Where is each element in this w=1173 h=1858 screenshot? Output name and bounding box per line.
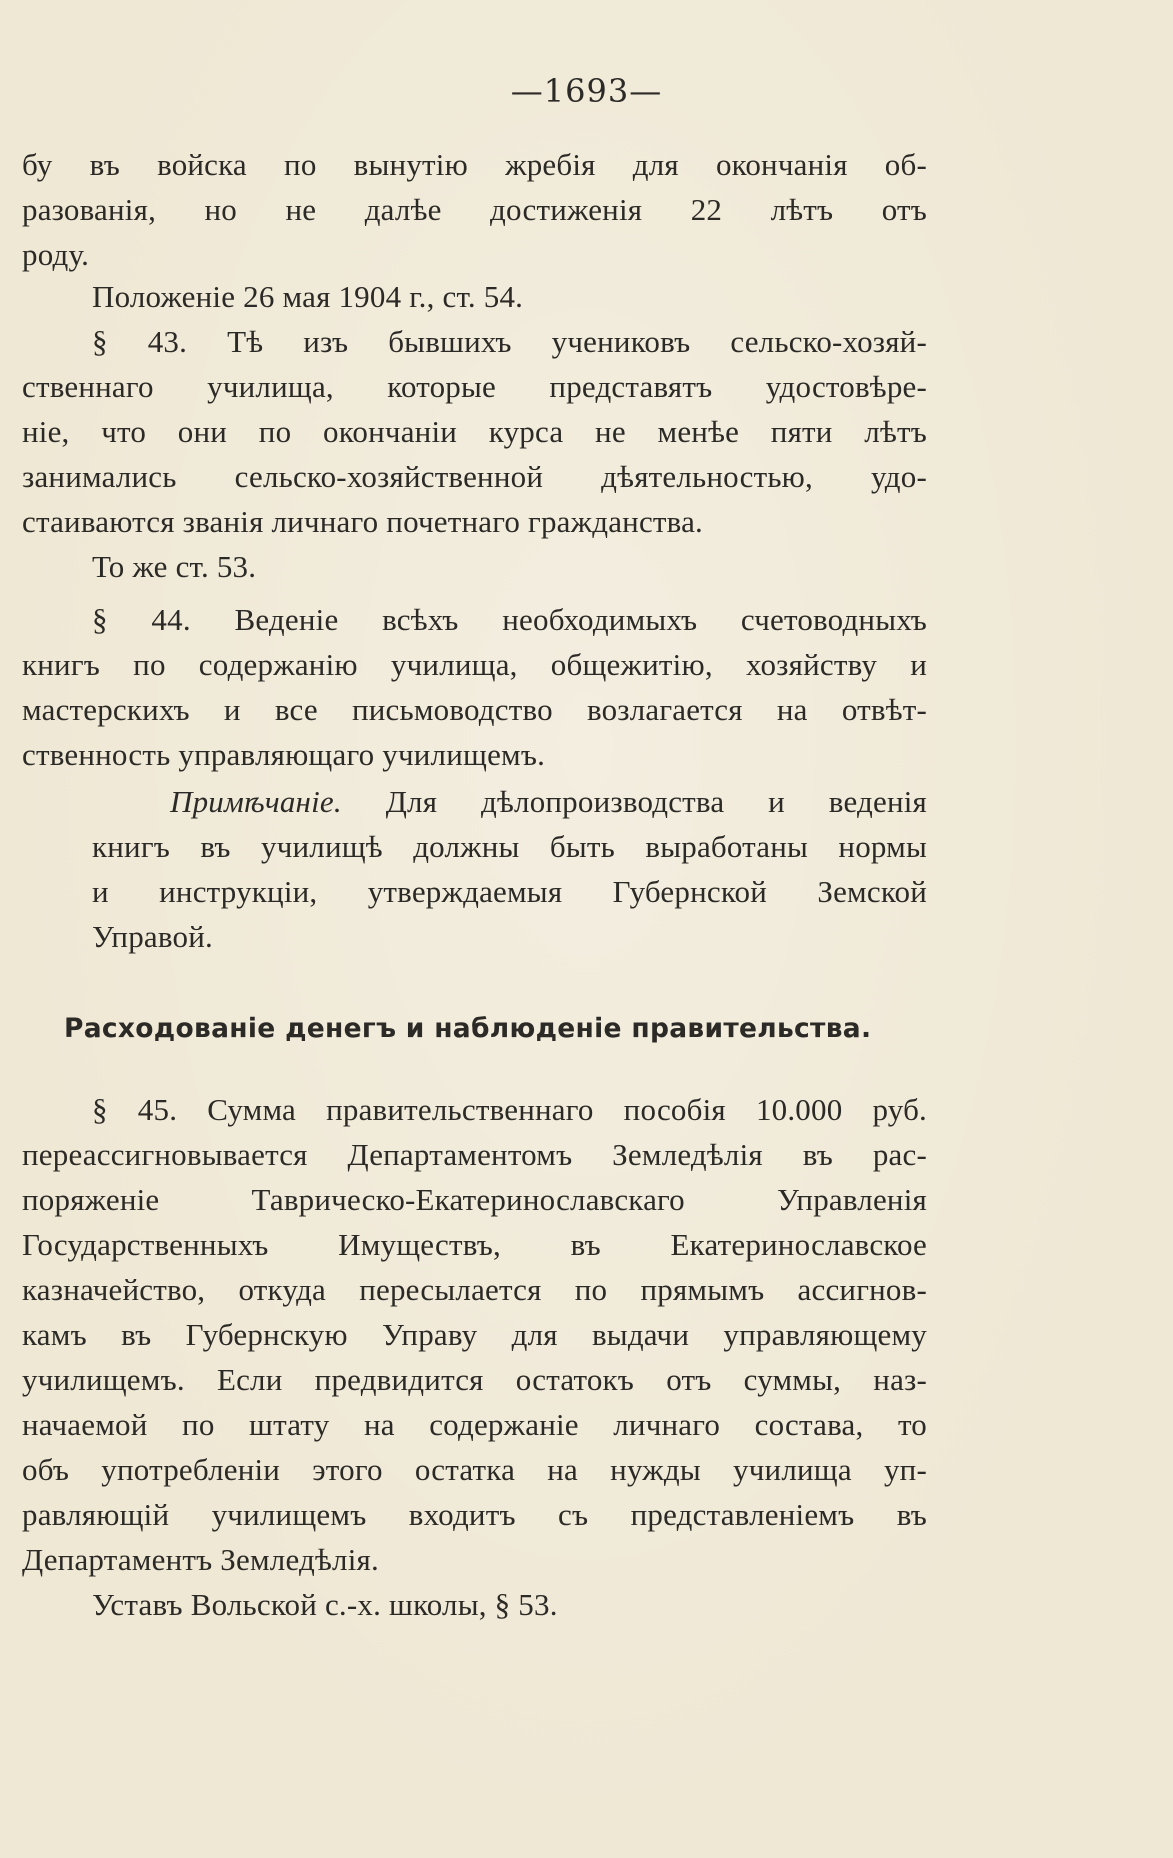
note-label: Примѣчаніе. <box>170 784 342 819</box>
text-line: разованія, но не далѣе достиженія 22 лѣтъ отъ <box>22 192 927 227</box>
text-line: мастерскихъ и все письмоводство возлагается на отвѣт- <box>22 692 927 727</box>
text-line: ственность управляющаго училищемъ. <box>22 737 546 772</box>
text-line: училищемъ. Если предвидится остатокъ отъ суммы, наз- <box>22 1362 927 1397</box>
text-line: стаиваются званія личнаго почетнаго гражданства. <box>22 504 703 539</box>
text-line: казначейство, откуда пересылается по прямымъ ассигнов- <box>22 1272 927 1307</box>
text-line: роду. <box>22 237 90 272</box>
page-number: —1693— <box>510 72 663 110</box>
note-line: книгъ въ училищѣ должны быть выработаны нормы <box>92 829 927 864</box>
section-44-start: § 44. Веденіе всѣхъ необходимыхъ счетоводныхъ <box>92 602 927 637</box>
section-45-start: § 45. Сумма правительственнаго пособія 10.000 руб. <box>92 1092 927 1127</box>
text-line: переассигновывается Департаментомъ Земледѣлія въ рас- <box>22 1137 927 1172</box>
note-line: Управой. <box>92 919 213 954</box>
text-line: ніе, что они по окончаніи курса не менѣе пяти лѣтъ <box>22 414 927 449</box>
text-line: Государственныхъ Имуществъ, въ Екатеринославское <box>22 1227 927 1262</box>
source-reference: Положеніе 26 мая 1904 г., ст. 54. <box>92 279 524 314</box>
text-line: Департаментъ Земледѣлія. <box>22 1542 379 1577</box>
text-line: занимались сельско-хозяйственной дѣятельностью, удо- <box>22 459 927 494</box>
text-line: камъ въ Губернскую Управу для выдачи управляющему <box>22 1317 927 1352</box>
source-reference: То же ст. 53. <box>92 549 257 584</box>
note-first-text: Для дѣлопроизводства и веденія <box>385 784 927 819</box>
text-line: равляющій училищемъ входитъ съ представленіемъ въ <box>22 1497 927 1532</box>
text-line: бу въ войска по вынутію жребія для окончанія об- <box>22 147 927 182</box>
source-reference: Уставъ Вольской с.-х. школы, § 53. <box>92 1587 558 1622</box>
text-line: объ употребленіи этого остатка на нужды училища уп- <box>22 1452 927 1487</box>
note-line: и инструкціи, утверждаемыя Губернской Земской <box>92 874 927 909</box>
section-heading: Расходованіе денегъ и наблюденіе правительства. <box>64 1013 872 1044</box>
text-line: начаемой по штату на содержаніе личнаго состава, то <box>22 1407 927 1442</box>
note-first-line <box>170 780 927 824</box>
text-line: книгъ по содержанію училища, общежитію, хозяйству и <box>22 647 927 682</box>
section-43-start: § 43. Тѣ изъ бывшихъ учениковъ сельско-хозяй- <box>92 324 927 359</box>
text-line: ственнаго училища, которые представятъ удостовѣре- <box>22 369 927 404</box>
text-line: поряженіе Таврическо-Екатеринославскаго Управленія <box>22 1182 927 1217</box>
